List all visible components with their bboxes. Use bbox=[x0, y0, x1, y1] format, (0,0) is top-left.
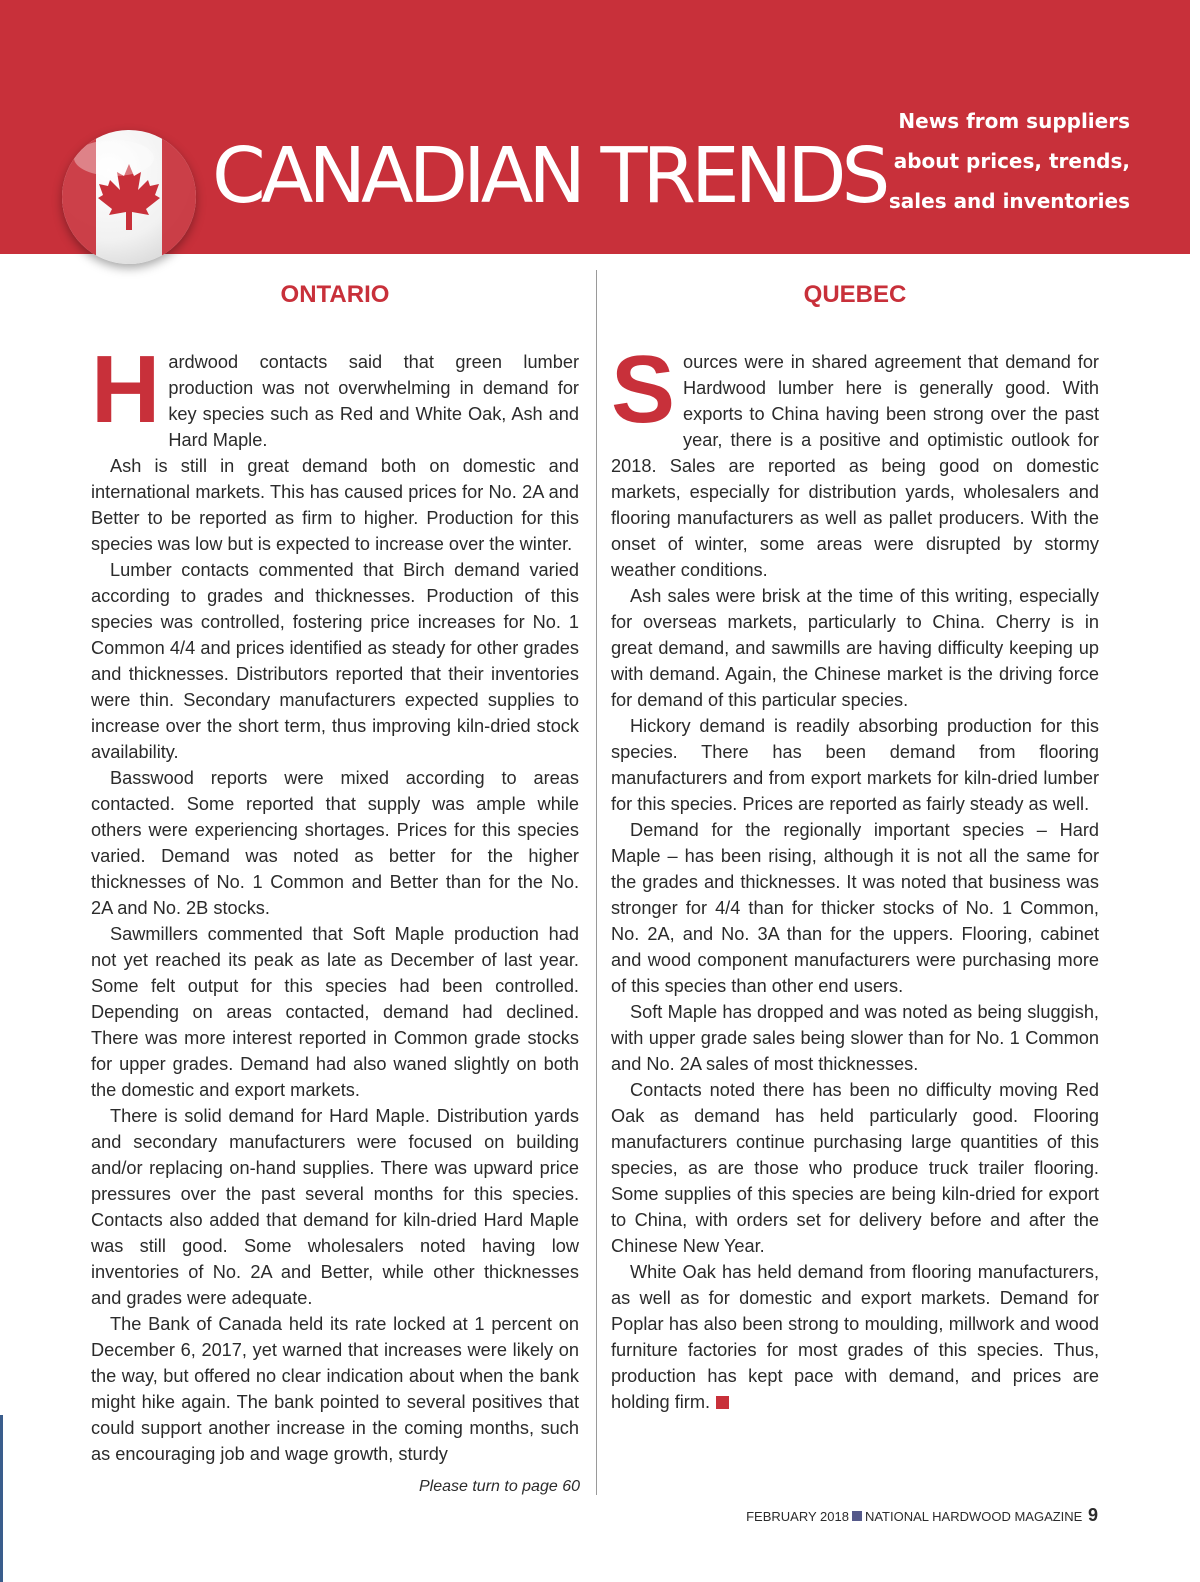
footer-issue: FEBRUARY 2018 bbox=[746, 1509, 849, 1524]
ontario-article bbox=[91, 336, 579, 1467]
footer-magazine: NATIONAL HARDWOOD MAGAZINE bbox=[864, 1509, 1083, 1524]
article-paragraph: Demand for the regionally important species – Hard Maple – has been rising, although it is not all the same for the grades and thicknesses. It was noted that business was stronger for 4/4 than for thicker stocks of No. 1 Common, No. 2A, and No. 3A than for the uppers. Flooring, cabinet and wood component manufacturers were purchasing more of this species than other end users. bbox=[611, 820, 1099, 996]
footer-separator-icon bbox=[852, 1511, 862, 1521]
tagline-line: News from suppliers bbox=[898, 109, 1130, 133]
header-tagline bbox=[830, 101, 1130, 221]
article-paragraph bbox=[611, 1259, 1099, 1415]
page-number: 9 bbox=[1087, 1505, 1098, 1525]
article-paragraph: Basswood reports were mixed according to areas contacted. Some reported that supply was ample while others were experiencing shortages. Prices for this species varied. Demand was noted as better for the higher thicknesses of No. 1 Common and Better than for the No. 2A and No. 2B stocks. bbox=[91, 768, 579, 918]
article-paragraph: The Bank of Canada held its rate locked at 1 percent on December 6, 2017, yet warned that increases were likely on the way, but offered no clear indication about when the bank might hike again. The bank pointed to several positives that could support another increase in the coming months, such as encouraging job and wage growth, sturdy bbox=[91, 1314, 579, 1464]
continued-note: Please turn to page 60 bbox=[418, 1478, 580, 1495]
article-paragraph: There is solid demand for Hard Maple. Distribution yards and secondary manufacturers were focused on building and/or replacing on-hand supplies. There was upward price pressures over the past several months for this species. Contacts also added that demand for kiln-dried Hard Maple was still good. Some wholesalers noted having low inventories of No. 2A and Better, while other thicknesses and grades were adequate. bbox=[91, 1106, 579, 1308]
page-edge-mark bbox=[0, 1415, 3, 1582]
page-title: CANADIAN TRENDS bbox=[212, 132, 886, 221]
quebec-column bbox=[611, 280, 1099, 1415]
paragraph-text: ources were in shared agreement that demand for Hardwood lumber here is generally good. With exports to China having been strong over the past year, there is a positive and optimistic outlook for 2018. Sales are reported as being good on domestic markets, especially for distribution yards, wholesalers and flooring manufacturers as well as pallet producers. With the onset of winter, some areas were disrupted by stormy weather conditions. bbox=[611, 352, 1099, 580]
article-paragraph bbox=[611, 336, 1099, 583]
article-paragraph: Soft Maple has dropped and was noted as being sluggish, with upper grade sales being slower than for No. 1 Common and No. 2A sales of most thicknesses. bbox=[611, 1002, 1099, 1074]
drop-cap: H bbox=[91, 336, 161, 443]
article-paragraph bbox=[91, 336, 579, 453]
paragraph-text: White Oak has held demand from flooring manufacturers, as well as for domestic and export markets. Demand for Poplar has also been strong to moulding, millwork and wood furniture factories for most grades of this species. Thus, production has kept pace with demand, and prices are holding firm. bbox=[611, 1262, 1099, 1412]
tagline-line: about prices, trends, bbox=[893, 149, 1130, 173]
article-paragraph: Ash is still in great demand both on domestic and international markets. This has caused prices for No. 2A and Better to be reported as firm to higher. Production for this species was low but is expected to increase over the winter. bbox=[91, 456, 579, 554]
quebec-article bbox=[611, 336, 1099, 1415]
maple-leaf-icon bbox=[62, 130, 196, 264]
column-divider bbox=[596, 270, 597, 1495]
tagline-line: sales and inventories bbox=[888, 189, 1130, 213]
quebec-heading: QUEBEC bbox=[803, 281, 907, 308]
ontario-column bbox=[91, 280, 579, 1467]
article-paragraph: Hickory demand is readily absorbing production for this species. There has been demand from flooring manufacturers and from export markets for kiln-dried lumber for this species. Prices are reported as fairly steady as well. bbox=[611, 716, 1099, 814]
ontario-heading: ONTARIO bbox=[280, 281, 390, 308]
canada-flag-badge-icon bbox=[62, 130, 196, 264]
drop-cap: S bbox=[611, 336, 676, 443]
page-footer bbox=[746, 1503, 1098, 1529]
article-paragraph: Sawmillers commented that Soft Maple production had not yet reached its peak as late as December of last year. Some felt output for this species had been controlled. Depending on areas contacted, demand had declined. There was more interest reported in Common grade stocks for upper grades. Demand had also waned slightly on both the domestic and export markets. bbox=[91, 924, 579, 1100]
end-of-article-icon bbox=[716, 1396, 729, 1409]
article-paragraph: Contacts noted there has been no difficulty moving Red Oak as demand has held particularly good. Flooring manufacturers continue purchasing large quantities of this species, as are those who produce truck trailer flooring. Some supplies of this species are being kiln-dried for export to China, with orders set for delivery before and after the Chinese New Year. bbox=[611, 1080, 1099, 1256]
article-paragraph: Ash sales were brisk at the time of this writing, especially for overseas markets, particularly to China. Cherry is in great demand, and sawmills are having difficulty keeping up with demand. Again, the Chinese market is the driving force for demand of this particular species. bbox=[611, 586, 1099, 710]
article-paragraph: Lumber contacts commented that Birch demand varied according to grades and thicknesses. Production of this species was controlled, fostering price increases for No. 1 Common 4/4 and prices identified as steady for other grades and thicknesses. Distributors reported that their inventories were thin. Secondary manufacturers expected supplies to increase over the short term, thus improving kiln-dried stock availability. bbox=[91, 560, 579, 762]
paragraph-text: ardwood contacts said that green lumber production was not overwhelming in demand for key species such as Red and White Oak, Ash and Hard Maple. bbox=[168, 352, 579, 450]
